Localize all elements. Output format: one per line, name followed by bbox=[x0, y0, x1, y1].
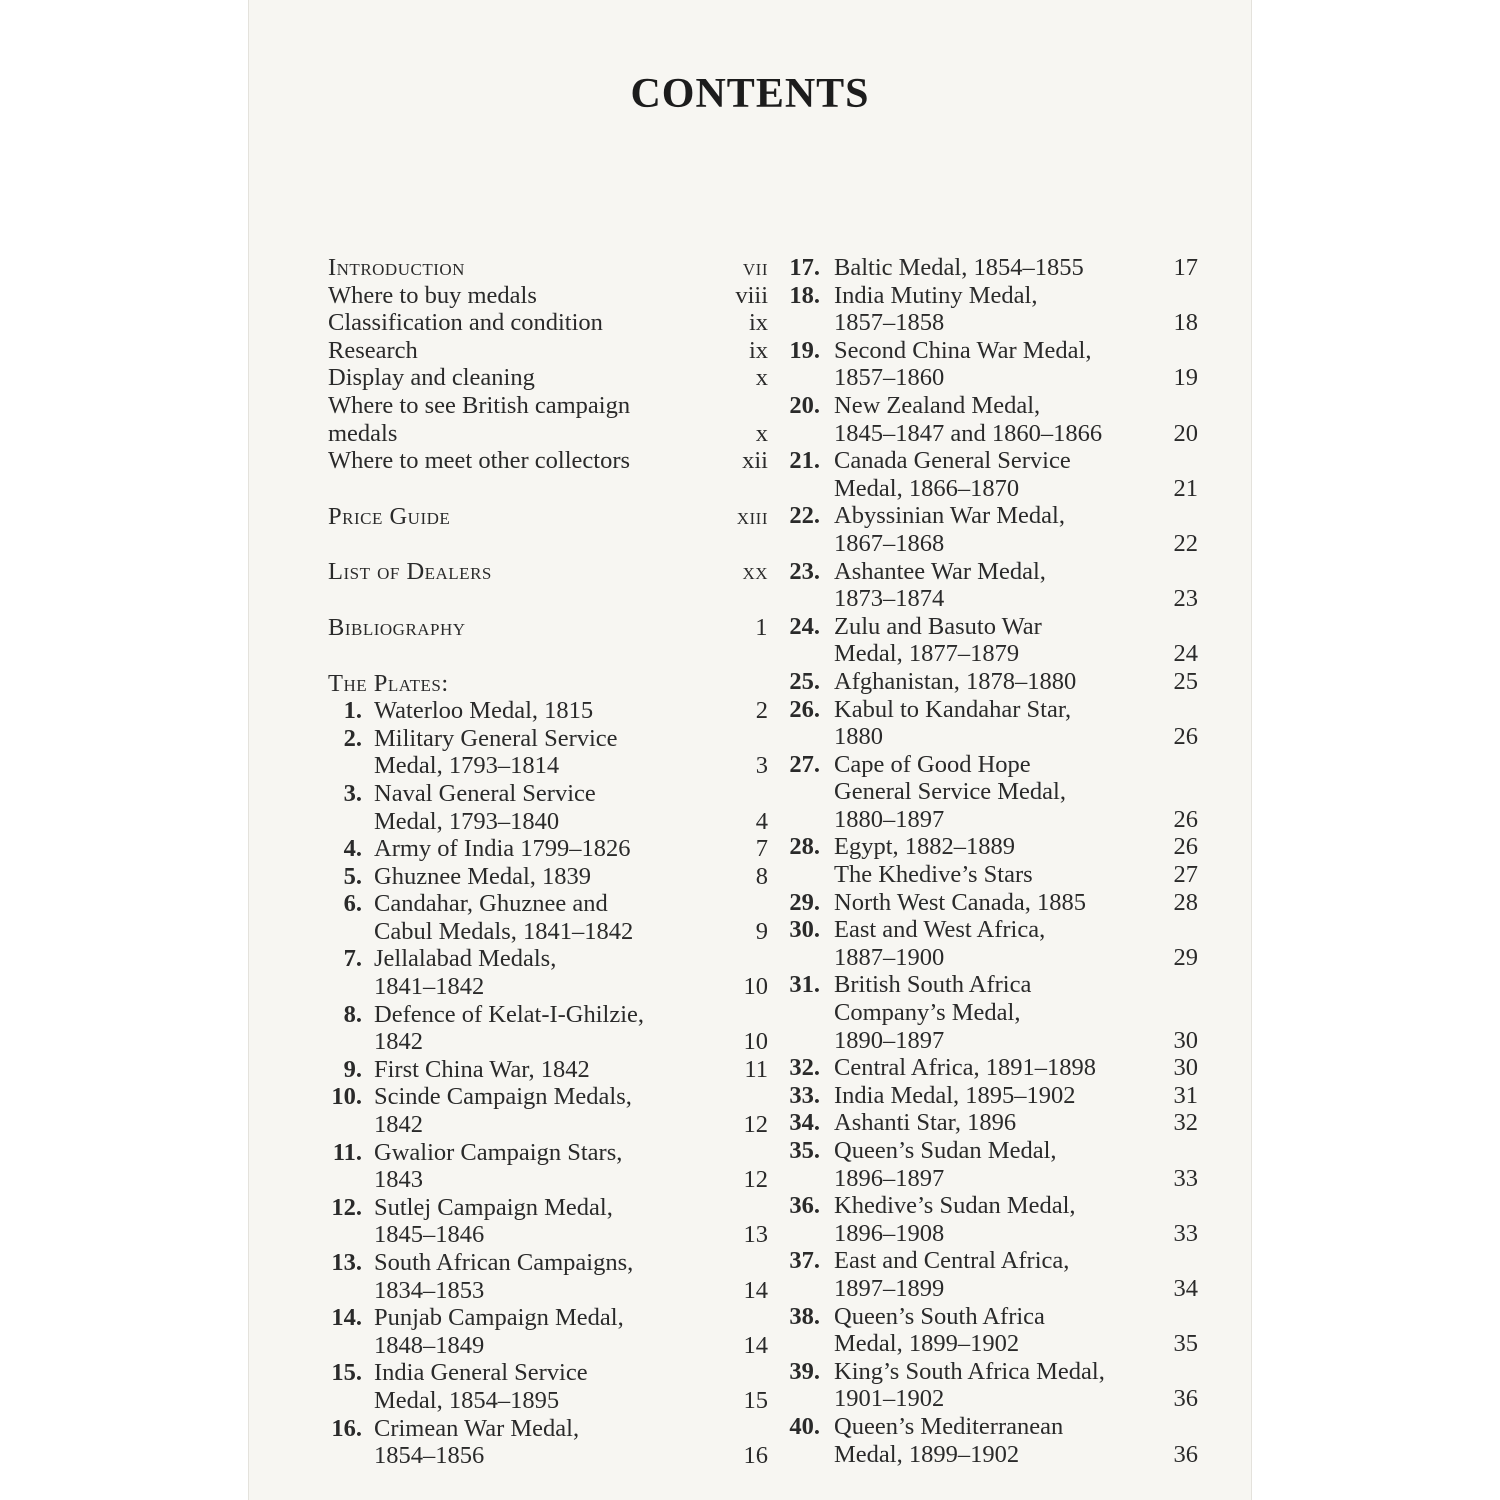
entry-title: 1842 bbox=[374, 1028, 423, 1056]
entry-title: Candahar, Ghuznee and bbox=[374, 890, 608, 918]
entry-title: 1890–1897 bbox=[834, 1026, 945, 1054]
entry-title: Baltic Medal, 1854–1855 bbox=[834, 254, 1084, 281]
plate-number: 29. bbox=[789, 888, 820, 916]
page-number: 34 bbox=[1173, 1274, 1198, 1302]
page-number: 36 bbox=[1173, 1385, 1198, 1413]
page-number: 12 bbox=[743, 1111, 768, 1139]
plate-number: 9. bbox=[343, 1055, 362, 1083]
plate-number: 14. bbox=[331, 1304, 362, 1332]
entry-title: The Khedive’s Stars bbox=[834, 861, 1033, 889]
entry-title: Introduction bbox=[328, 254, 465, 281]
entry-title: Ghuznee Medal, 1839 bbox=[374, 862, 592, 890]
page-number: 11 bbox=[744, 1055, 768, 1083]
entry-title: 1901–1902 bbox=[834, 1385, 945, 1413]
plate-number: 4. bbox=[343, 835, 362, 863]
entry-title: Cabul Medals, 1841–1842 bbox=[374, 917, 634, 945]
plate-entry bbox=[784, 1413, 1198, 1468]
book-page bbox=[248, 0, 1252, 1500]
entry-title: 1841–1842 bbox=[374, 973, 485, 1001]
page-number: 33 bbox=[1173, 1164, 1198, 1192]
contents-entry bbox=[328, 364, 768, 392]
entry-title: 1845–1847 and 1860–1866 bbox=[834, 419, 1103, 447]
plate-entry bbox=[328, 890, 768, 945]
entry-title: Abyssinian War Medal, bbox=[834, 502, 1065, 530]
plate-entry bbox=[328, 1139, 768, 1194]
page-number: 1 bbox=[755, 613, 768, 641]
entry-title: Where to meet other collectors bbox=[328, 447, 631, 475]
plate-entry bbox=[784, 337, 1198, 392]
plate-entry bbox=[784, 447, 1198, 502]
plate-number: 17. bbox=[789, 254, 820, 281]
plate-number: 36. bbox=[789, 1192, 820, 1220]
plate-entry bbox=[784, 392, 1198, 447]
page-number: 12 bbox=[743, 1166, 768, 1194]
plate-number: 18. bbox=[789, 281, 820, 309]
plate-number: 10. bbox=[331, 1083, 362, 1111]
entry-title: Queen’s South Africa bbox=[834, 1302, 1045, 1330]
entry-title: Egypt, 1882–1889 bbox=[834, 833, 1016, 861]
page-number: 4 bbox=[755, 807, 768, 835]
plate-entry bbox=[328, 1415, 768, 1470]
entry-title: Second China War Medal, bbox=[834, 336, 1092, 364]
plates-list-left bbox=[328, 697, 768, 1470]
entry-title: 1896–1908 bbox=[834, 1219, 945, 1247]
page-number: 23 bbox=[1173, 585, 1198, 613]
entry-title: Sutlej Campaign Medal, bbox=[374, 1193, 613, 1221]
plate-entry bbox=[328, 1359, 768, 1414]
contents-entry bbox=[328, 447, 768, 475]
page-number: 30 bbox=[1173, 1026, 1198, 1054]
entry-title: King’s South Africa Medal, bbox=[834, 1357, 1105, 1385]
page-number: 30 bbox=[1173, 1054, 1198, 1082]
entry-title: 1887–1900 bbox=[834, 943, 945, 971]
plate-entry bbox=[328, 945, 768, 1000]
plate-entry bbox=[328, 1194, 768, 1249]
section-list bbox=[328, 503, 768, 670]
page-number: 14 bbox=[743, 1331, 768, 1359]
plate-number: 24. bbox=[789, 612, 820, 640]
entry-title: Ashantee War Medal, bbox=[834, 557, 1046, 585]
plate-number: 6. bbox=[343, 890, 362, 918]
plate-entry bbox=[784, 833, 1198, 861]
entry-title: 1896–1897 bbox=[834, 1164, 945, 1192]
page-number: x bbox=[755, 364, 768, 392]
plate-entry bbox=[784, 254, 1198, 282]
entry-title: 1845–1846 bbox=[374, 1221, 485, 1249]
entry-title: South African Campaigns, bbox=[374, 1249, 634, 1276]
page-number: 24 bbox=[1173, 640, 1198, 668]
plate-entry bbox=[328, 835, 768, 863]
plate-entry bbox=[784, 1137, 1198, 1192]
page-number: 17 bbox=[1173, 254, 1198, 281]
page-number: viii bbox=[735, 281, 768, 309]
entry-title: Gwalior Campaign Stars, bbox=[374, 1138, 623, 1166]
section-entry bbox=[328, 503, 768, 531]
contents-entry bbox=[328, 337, 768, 365]
plate-number: 21. bbox=[789, 447, 820, 475]
plate-number: 34. bbox=[789, 1109, 820, 1137]
page-number: 15 bbox=[743, 1386, 768, 1414]
plate-number: 7. bbox=[343, 945, 362, 973]
page-number: 22 bbox=[1173, 529, 1198, 557]
plate-number: 31. bbox=[789, 971, 820, 999]
plate-entry bbox=[784, 1303, 1198, 1358]
plate-entry bbox=[784, 1109, 1198, 1137]
entry-title: General Service Medal, bbox=[834, 778, 1066, 806]
plate-entry bbox=[784, 668, 1198, 696]
entry-title: Research bbox=[328, 336, 418, 364]
plate-number: 26. bbox=[789, 695, 820, 723]
plate-number: 28. bbox=[789, 833, 820, 861]
plate-entry bbox=[328, 863, 768, 891]
entry-title: Ashanti Star, 1896 bbox=[834, 1109, 1017, 1137]
plate-number: 35. bbox=[789, 1137, 820, 1164]
plate-number: 40. bbox=[789, 1412, 820, 1440]
entry-title: Queen’s Sudan Medal, bbox=[834, 1137, 1057, 1164]
page-number: 35 bbox=[1173, 1330, 1198, 1358]
entry-title: East and Central Africa, bbox=[834, 1247, 1070, 1275]
entry-title: Defence of Kelat-I-Ghilzie, bbox=[374, 1000, 645, 1028]
entry-title: Classification and condition bbox=[328, 309, 603, 337]
entry-title: East and West Africa, bbox=[834, 916, 1046, 944]
plate-entry bbox=[784, 1192, 1198, 1247]
page-number: 10 bbox=[743, 973, 768, 1001]
plate-number: 27. bbox=[789, 750, 820, 778]
page-number: 18 bbox=[1173, 309, 1198, 337]
page-number: xii bbox=[742, 447, 768, 475]
entry-title: Scinde Campaign Medals, bbox=[374, 1083, 632, 1111]
entry-title: Medal, 1793–1840 bbox=[374, 807, 560, 835]
page-number: ix bbox=[748, 309, 768, 337]
entry-title: British South Africa bbox=[834, 971, 1032, 999]
page-number: 13 bbox=[743, 1221, 768, 1249]
entry-title: Where to see British campaign bbox=[328, 391, 631, 419]
entry-title: Bibliography bbox=[328, 613, 466, 641]
page-number: 9 bbox=[755, 917, 768, 945]
page-number: 33 bbox=[1173, 1219, 1198, 1247]
plate-entry bbox=[784, 613, 1198, 668]
page-number: 16 bbox=[743, 1442, 768, 1470]
plate-number: 2. bbox=[343, 724, 362, 752]
page-number: 32 bbox=[1173, 1109, 1198, 1137]
front-matter-list bbox=[328, 254, 768, 475]
plate-entry bbox=[784, 558, 1198, 613]
plate-number: 39. bbox=[789, 1357, 820, 1385]
entry-title: India General Service bbox=[374, 1359, 588, 1387]
page-number: x bbox=[755, 419, 768, 447]
entry-title: New Zealand Medal, bbox=[834, 391, 1041, 419]
entry-title: Price Guide bbox=[328, 502, 451, 530]
plate-number: 5. bbox=[343, 862, 362, 890]
plates-list-right bbox=[784, 254, 1198, 1468]
plate-entry bbox=[328, 780, 768, 835]
plate-number: 13. bbox=[331, 1249, 362, 1276]
entry-title: Naval General Service bbox=[374, 779, 596, 807]
plate-number: 3. bbox=[343, 779, 362, 807]
page-number: 14 bbox=[743, 1276, 768, 1304]
entry-title: Khedive’s Sudan Medal, bbox=[834, 1192, 1076, 1220]
entry-title: India Medal, 1895–1902 bbox=[834, 1081, 1076, 1109]
page-number: 36 bbox=[1173, 1440, 1198, 1468]
plate-entry bbox=[328, 1083, 768, 1138]
plate-entry bbox=[784, 916, 1198, 971]
page-number: 20 bbox=[1173, 419, 1198, 447]
contents-entry bbox=[328, 392, 768, 447]
entry-title: 1857–1858 bbox=[834, 309, 945, 337]
plate-number: 1. bbox=[343, 697, 362, 725]
entry-title: Medal, 1899–1902 bbox=[834, 1440, 1020, 1468]
entry-title: India Mutiny Medal, bbox=[834, 281, 1038, 309]
contents-entry bbox=[328, 309, 768, 337]
plate-entry bbox=[784, 889, 1198, 917]
entry-title: Medal, 1854–1895 bbox=[374, 1386, 560, 1414]
plate-number: 33. bbox=[789, 1081, 820, 1109]
entry-title: Jellalabad Medals, bbox=[374, 945, 557, 973]
entry-title: Kabul to Kandahar Star, bbox=[834, 695, 1072, 723]
entry-title: 1843 bbox=[374, 1166, 423, 1194]
page-number: ix bbox=[748, 336, 768, 364]
entry-title: Military General Service bbox=[374, 724, 618, 752]
entry-title: Display and cleaning bbox=[328, 364, 535, 392]
plates-heading: The Plates: bbox=[328, 669, 449, 697]
plate-number: 32. bbox=[789, 1054, 820, 1082]
page-number: 25 bbox=[1173, 667, 1198, 695]
entry-title: 1867–1868 bbox=[834, 529, 945, 557]
contents-right-column bbox=[784, 254, 1198, 1468]
plate-entry bbox=[784, 1358, 1198, 1413]
entry-title: Canada General Service bbox=[834, 447, 1071, 475]
page-number: 10 bbox=[743, 1028, 768, 1056]
entry-title: Medal, 1877–1879 bbox=[834, 640, 1020, 668]
plate-number: 11. bbox=[332, 1138, 362, 1166]
plate-number: 8. bbox=[343, 1000, 362, 1028]
plate-entry bbox=[328, 1056, 768, 1084]
page-number: 8 bbox=[755, 862, 768, 890]
page-number: 31 bbox=[1173, 1081, 1198, 1109]
plate-entry bbox=[328, 1249, 768, 1304]
plate-entry bbox=[784, 696, 1198, 751]
page-number: 21 bbox=[1173, 474, 1198, 502]
page-number: 28 bbox=[1173, 888, 1198, 916]
plate-number: 37. bbox=[789, 1247, 820, 1275]
entry-title: medals bbox=[328, 419, 398, 447]
contents-left-column bbox=[328, 254, 768, 1470]
plate-entry bbox=[328, 1001, 768, 1056]
entry-title: Central Africa, 1891–1898 bbox=[834, 1054, 1096, 1082]
plate-number: 25. bbox=[789, 667, 820, 695]
page-number: 3 bbox=[755, 752, 768, 780]
section-entry bbox=[328, 614, 768, 642]
entry-title: 1857–1860 bbox=[834, 364, 945, 392]
plate-entry bbox=[784, 1054, 1198, 1082]
plate-number: 20. bbox=[789, 391, 820, 419]
plate-entry bbox=[784, 971, 1198, 1054]
section-entry bbox=[328, 558, 768, 586]
entry-title: North West Canada, 1885 bbox=[834, 888, 1087, 916]
entry-title: Medal, 1899–1902 bbox=[834, 1330, 1020, 1358]
entry-title: Afghanistan, 1878–1880 bbox=[834, 667, 1077, 695]
entry-title: Waterloo Medal, 1815 bbox=[374, 697, 594, 725]
entry-title: Army of India 1799–1826 bbox=[374, 835, 631, 863]
page-number: 7 bbox=[755, 835, 768, 863]
entry-title: List of Dealers bbox=[328, 558, 492, 586]
entry-title: Crimean War Medal, bbox=[374, 1414, 580, 1442]
plate-entry bbox=[784, 1247, 1198, 1302]
entry-title: Cape of Good Hope bbox=[834, 750, 1031, 778]
plate-number: 19. bbox=[789, 336, 820, 364]
entry-title: Company’s Medal, bbox=[834, 999, 1021, 1027]
page-number: 26 bbox=[1173, 805, 1198, 833]
entry-title: 1880 bbox=[834, 723, 883, 751]
page-number: 19 bbox=[1173, 364, 1198, 392]
entry-title: 1842 bbox=[374, 1111, 423, 1139]
plate-entry bbox=[328, 1304, 768, 1359]
contents-entry bbox=[328, 254, 768, 282]
page-number: 26 bbox=[1173, 723, 1198, 751]
entry-title: 1834–1853 bbox=[374, 1276, 485, 1304]
plate-number: 22. bbox=[789, 502, 820, 530]
plate-number: 16. bbox=[331, 1414, 362, 1442]
page-number: xx bbox=[742, 558, 768, 586]
entry-title: Punjab Campaign Medal, bbox=[374, 1304, 624, 1332]
plate-entry bbox=[328, 725, 768, 780]
entry-title: 1848–1849 bbox=[374, 1331, 485, 1359]
plate-number: 38. bbox=[789, 1302, 820, 1330]
entry-title: 1873–1874 bbox=[834, 585, 945, 613]
entry-title: Zulu and Basuto War bbox=[834, 612, 1042, 640]
page-number: xiii bbox=[736, 502, 768, 530]
plate-entry bbox=[784, 1082, 1198, 1110]
entry-title: 1880–1897 bbox=[834, 805, 945, 833]
page-number: vii bbox=[742, 254, 768, 281]
entry-title: 1897–1899 bbox=[834, 1274, 945, 1302]
page-number: 27 bbox=[1173, 861, 1198, 889]
plate-number: 30. bbox=[789, 916, 820, 944]
plate-number: 15. bbox=[331, 1359, 362, 1387]
plate-entry bbox=[784, 751, 1198, 834]
page-number: 26 bbox=[1173, 833, 1198, 861]
plate-entry bbox=[784, 861, 1198, 889]
entry-title: First China War, 1842 bbox=[374, 1055, 590, 1083]
entry-title: Medal, 1866–1870 bbox=[834, 474, 1020, 502]
plate-number: 23. bbox=[789, 557, 820, 585]
page-number: 29 bbox=[1173, 943, 1198, 971]
entry-title: 1854–1856 bbox=[374, 1442, 485, 1470]
page-number: 2 bbox=[755, 697, 768, 725]
plate-number: 12. bbox=[331, 1193, 362, 1221]
plate-entry bbox=[784, 502, 1198, 557]
contents-entry bbox=[328, 282, 768, 310]
plate-entry bbox=[784, 282, 1198, 337]
entry-title: Queen’s Mediterranean bbox=[834, 1412, 1064, 1440]
page-title: CONTENTS bbox=[630, 71, 870, 117]
entry-title: Where to buy medals bbox=[328, 281, 537, 309]
plate-entry bbox=[328, 697, 768, 725]
entry-title: Medal, 1793–1814 bbox=[374, 752, 560, 780]
